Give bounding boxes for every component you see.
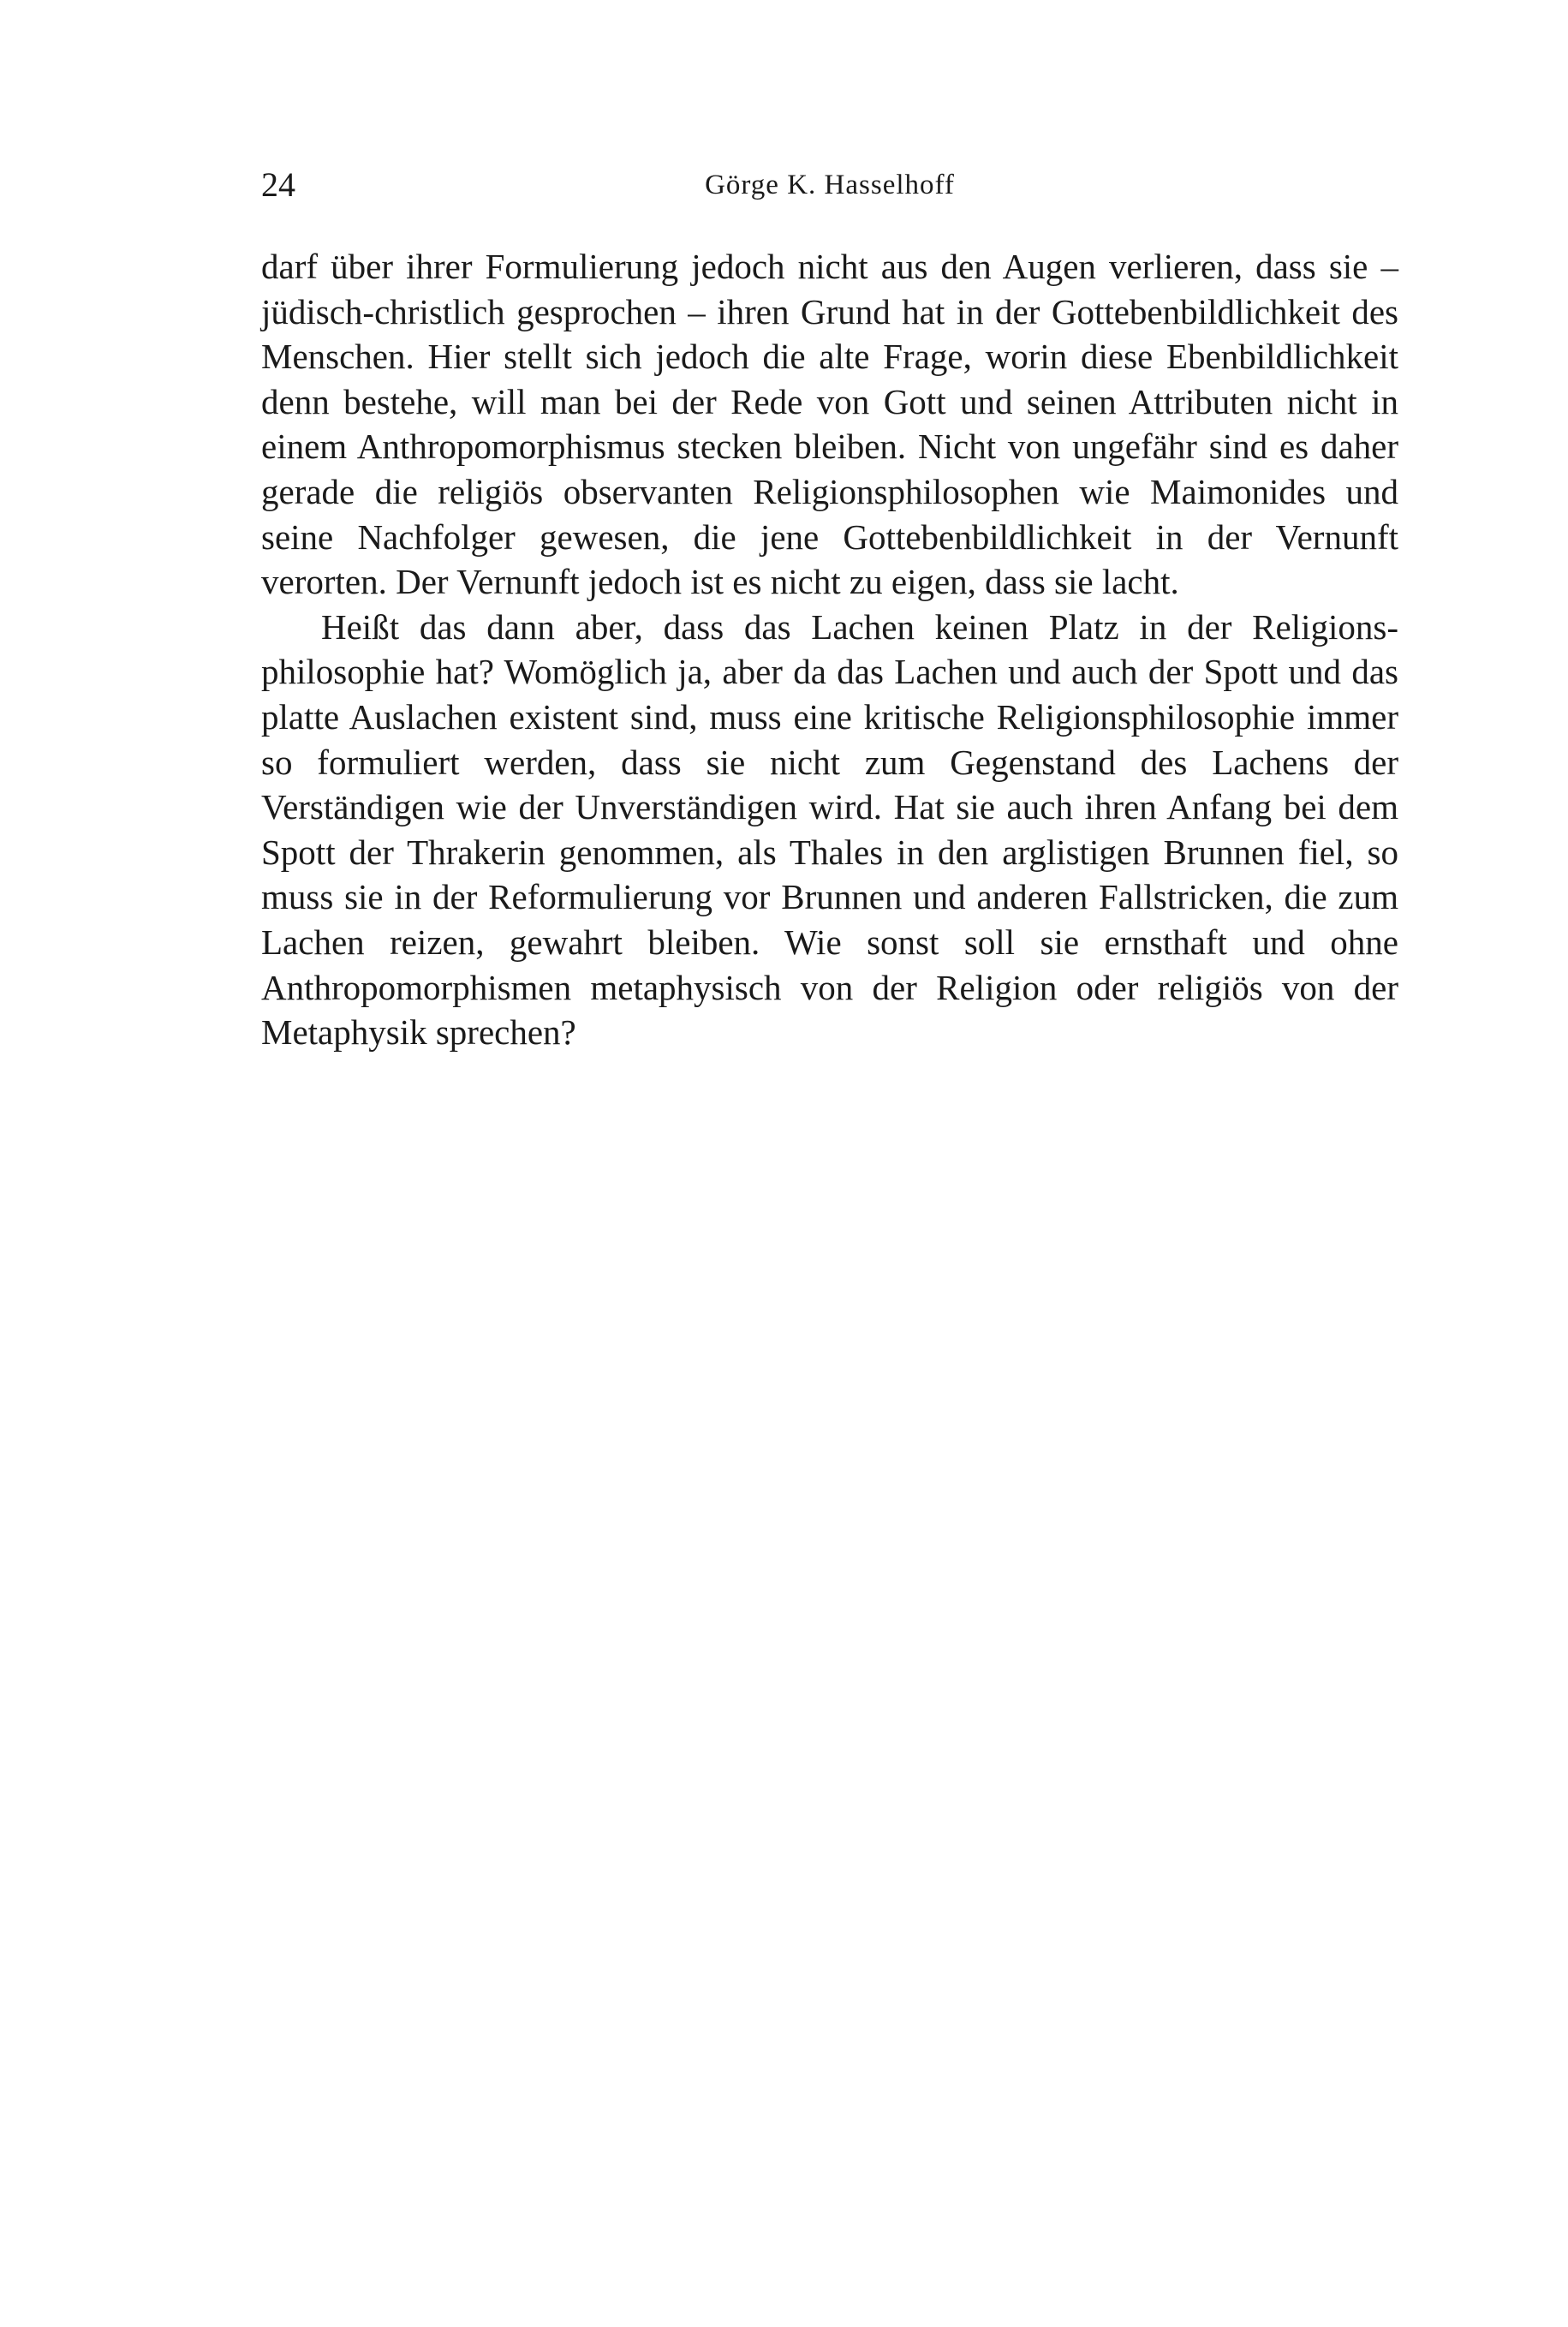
paragraph-1: darf über ihrer Formulierung jedoch nicht aus den Augen verlieren, dass sie – jüdisch-christlich gesprochen – ihren Grund hat in der Gottebenbildlichkeit des Menschen. Hier stellt sich jedoch die alte Frage, worin diese Ebenbildlichkeit denn bestehe, will man bei der Rede von Gott und seinen Attributen nicht in einem Anthropomorphismus stecken bleiben. Nicht von ungefähr sind es daher gerade die religiös observanten Religionsphilosophen wie Maimonides und seine Nachfolger gewesen, die jene Gottebenbildlichkeit in der Vernunft verorten. Der Vernunft jedoch ist es nicht zu eigen, dass sie lacht. — [261, 247, 1398, 602]
page-number: 24 — [261, 165, 295, 204]
paragraph-2: Heißt das dann aber, dass das Lachen keinen Platz in der Religionsphilosophie hat? Womöglich ja, aber da das Lachen und auch der Spott und das platte Auslachen existent sind, muss eine kritische Religionsphilosophie immer so formuliert werden, dass sie nicht zum Gegenstand des Lachens der Verständigen wie der Unverständigen wird. Hat sie auch ihren Anfang bei dem Spott der Thrakerin genommen, als Thales in den arglistigen Brunnen fiel, so muss sie in der Reformulierung vor Brunnen und anderen Fallstricken, die zum Lachen reizen, gewahrt bleiben. Wie sonst soll sie ernsthaft und ohne Anthropomorphismen metaphysisch von der Religion oder religiös von der Metaphysik sprechen? — [261, 606, 1398, 1053]
running-head-author: Görge K. Hasselhoff — [705, 170, 955, 200]
body-text — [261, 244, 1398, 1055]
running-head — [261, 159, 1398, 211]
